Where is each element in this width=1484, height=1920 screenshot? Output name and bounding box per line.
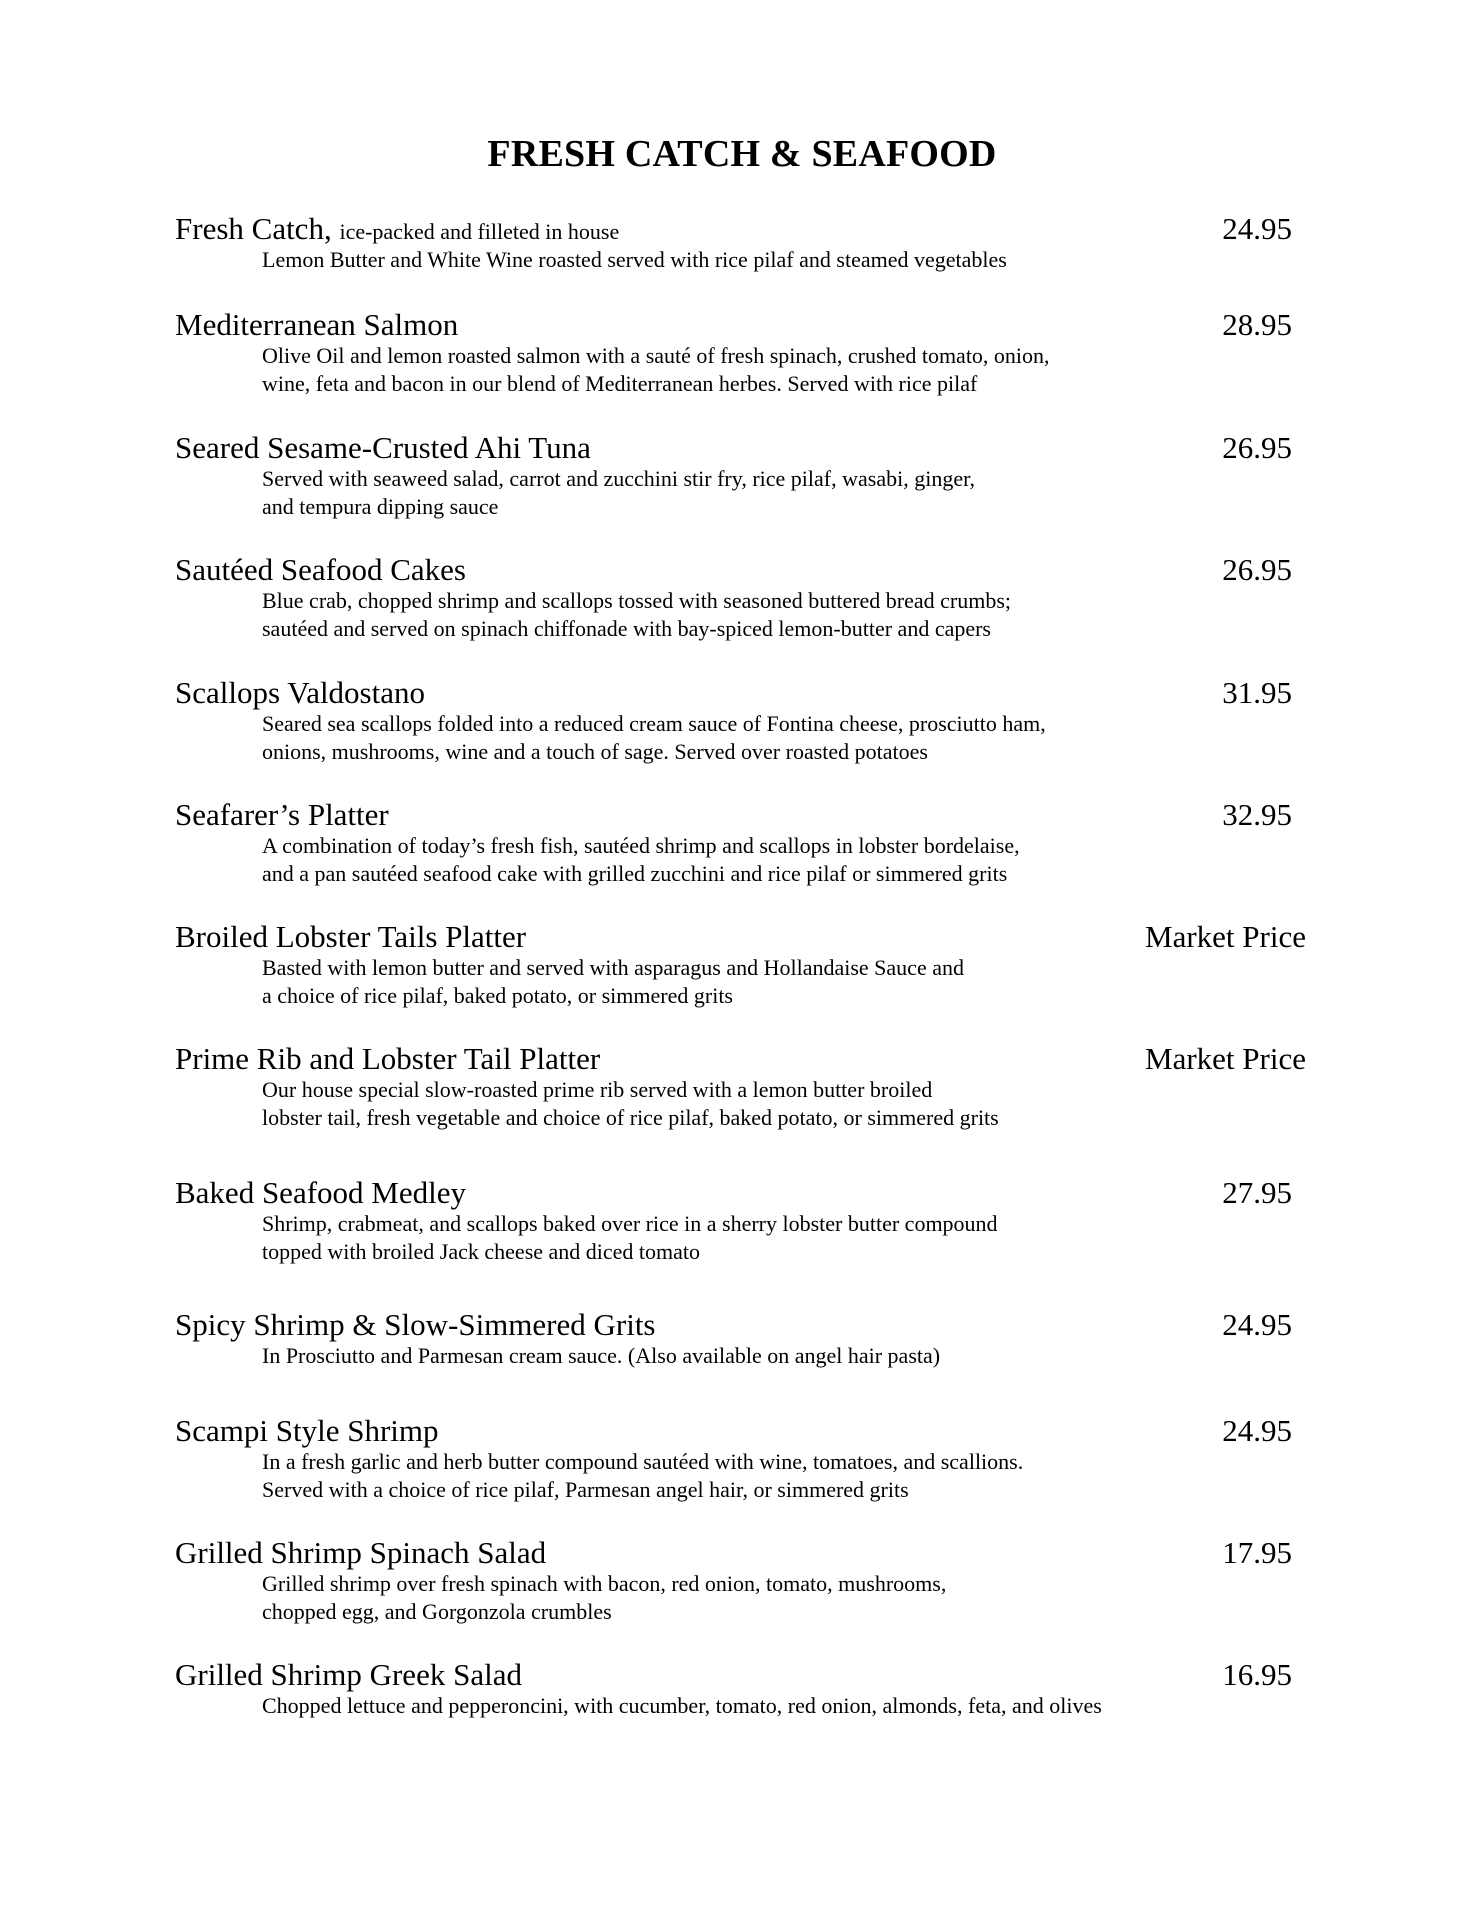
- description-line: chopped egg, and Gorgonzola crumbles: [262, 1599, 612, 1624]
- item-description: [262, 1076, 999, 1132]
- item-description: [262, 1342, 940, 1370]
- description-line: Grilled shrimp over fresh spinach with bacon, red onion, tomato, mushrooms,: [262, 1571, 947, 1596]
- item-description: [262, 587, 1011, 643]
- item-description: [262, 1448, 1023, 1504]
- item-price: 16.95: [1222, 1657, 1292, 1692]
- item-note: ice-packed and filleted in house: [339, 219, 620, 244]
- description-line: Our house special slow-roasted prime rib served with a lemon butter broiled: [262, 1077, 933, 1102]
- item-name: Sautéed Seafood Cakes: [175, 552, 466, 587]
- item-price: 24.95: [1222, 1413, 1292, 1448]
- description-line: wine, feta and bacon in our blend of Mediterranean herbes. Served with rice pilaf: [262, 371, 978, 396]
- description-line: In a fresh garlic and herb butter compound sautéed with wine, tomatoes, and scallions.: [262, 1449, 1024, 1474]
- description-line: a choice of rice pilaf, baked potato, or simmered grits: [262, 983, 733, 1008]
- item-name: Seafarer’s Platter: [175, 797, 389, 832]
- item-description: [262, 342, 1050, 398]
- item-name: Scampi Style Shrimp: [175, 1413, 439, 1448]
- description-line: Blue crab, chopped shrimp and scallops tossed with seasoned buttered bread crumbs;: [262, 588, 1012, 613]
- item-name: Prime Rib and Lobster Tail Platter: [175, 1041, 601, 1076]
- item-price: 31.95: [1222, 675, 1292, 710]
- item-name: Spicy Shrimp & Slow-Simmered Grits: [175, 1307, 656, 1342]
- description-line: Chopped lettuce and pepperoncini, with cucumber, tomato, red onion, almonds, feta, and olives: [262, 1693, 1102, 1718]
- description-line: Served with a choice of rice pilaf, Parmesan angel hair, or simmered grits: [262, 1477, 909, 1502]
- item-name: Scallops Valdostano: [175, 675, 425, 710]
- description-line: and a pan sautéed seafood cake with grilled zucchini and rice pilaf or simmered grits: [262, 861, 1008, 886]
- item-description: [262, 1210, 998, 1266]
- item-price: 26.95: [1222, 430, 1292, 465]
- description-line: Served with seaweed salad, carrot and zucchini stir fry, rice pilaf, wasabi, ginger,: [262, 466, 976, 491]
- item-name: Mediterranean Salmon: [175, 307, 459, 342]
- item-price: Market Price: [1145, 919, 1306, 954]
- item-price: 28.95: [1222, 307, 1292, 342]
- item-price: 17.95: [1222, 1535, 1292, 1570]
- description-line: and tempura dipping sauce: [262, 494, 499, 519]
- item-price: 27.95: [1222, 1175, 1292, 1210]
- description-line: sautéed and served on spinach chiffonade with bay-spiced lemon-butter and capers: [262, 616, 991, 641]
- menu-title: FRESH CATCH & SEAFOOD: [487, 133, 997, 175]
- description-line: Basted with lemon butter and served with asparagus and Hollandaise Sauce and: [262, 955, 964, 980]
- item-price: 24.95: [1222, 1307, 1292, 1342]
- description-line: Lemon Butter and White Wine roasted served with rice pilaf and steamed vegetables: [262, 247, 1007, 272]
- item-description: [262, 1570, 946, 1626]
- description-line: Shrimp, crabmeat, and scallops baked over rice in a sherry lobster butter compound: [262, 1211, 998, 1236]
- item-description: [262, 1692, 1102, 1720]
- description-line: Olive Oil and lemon roasted salmon with a sauté of fresh spinach, crushed tomato, onion,: [262, 343, 1050, 368]
- description-line: lobster tail, fresh vegetable and choice of rice pilaf, baked potato, or simmered grits: [262, 1105, 999, 1130]
- item-price: Market Price: [1145, 1041, 1306, 1076]
- item-price: 32.95: [1222, 797, 1292, 832]
- description-line: topped with broiled Jack cheese and diced tomato: [262, 1239, 701, 1264]
- item-price: 26.95: [1222, 552, 1292, 587]
- description-line: A combination of today’s fresh fish, sautéed shrimp and scallops in lobster bordelaise,: [262, 833, 1020, 858]
- item-description: [262, 954, 964, 1010]
- item-name: Grilled Shrimp Spinach Salad: [175, 1535, 547, 1570]
- item-name: Broiled Lobster Tails Platter: [175, 919, 527, 954]
- description-line: In Prosciutto and Parmesan cream sauce. (Also available on angel hair pasta): [262, 1343, 941, 1368]
- item-price: 24.95: [1222, 211, 1292, 246]
- item-description: [262, 465, 975, 521]
- item-description: [262, 832, 1020, 888]
- item-description: [262, 710, 1046, 766]
- description-line: onions, mushrooms, wine and a touch of sage. Served over roasted potatoes: [262, 739, 928, 764]
- description-line: Seared sea scallops folded into a reduced cream sauce of Fontina cheese, prosciutto ham,: [262, 711, 1046, 736]
- item-name: Fresh Catch,: [175, 211, 332, 246]
- item-name: Seared Sesame-Crusted Ahi Tuna: [175, 430, 591, 465]
- item-name: Baked Seafood Medley: [175, 1175, 466, 1210]
- item-name: Grilled Shrimp Greek Salad: [175, 1657, 522, 1692]
- item-description: [262, 246, 1007, 274]
